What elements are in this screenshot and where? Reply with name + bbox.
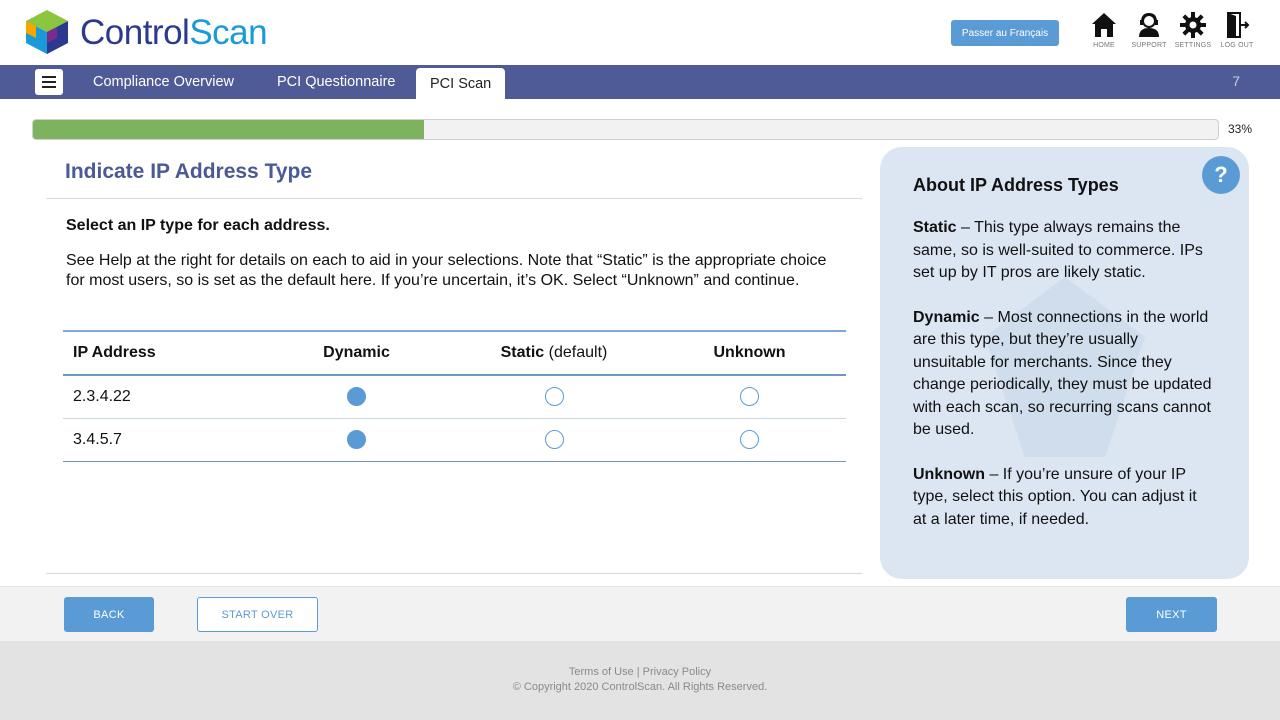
static-cell <box>455 418 653 461</box>
logout-icon <box>1224 12 1250 38</box>
static-radio[interactable] <box>545 430 564 449</box>
settings-nav[interactable] <box>1173 12 1213 49</box>
col-dynamic: Dynamic <box>258 331 455 375</box>
footer-links <box>0 666 1280 678</box>
home-label: HOME <box>1093 42 1115 49</box>
dynamic-cell <box>258 418 455 461</box>
unknown-cell <box>653 418 846 461</box>
col-static <box>455 331 653 375</box>
title-divider <box>46 198 862 199</box>
page-title: Indicate IP Address Type <box>65 160 313 183</box>
home-nav[interactable] <box>1084 12 1124 49</box>
support-nav[interactable] <box>1129 12 1169 49</box>
hamburger-icon <box>42 76 56 88</box>
static-cell <box>455 375 653 418</box>
help-paragraph: See Help at the right for details on each to aid in your selections. Note that “Static” is the appropriate choice for most users, so is set as the default here. If you’re uncertain, it’s OK. Select “Unknown” and continue. <box>66 252 827 289</box>
back-button[interactable]: BACK <box>64 597 154 632</box>
col-unknown: Unknown <box>653 331 846 375</box>
hamburger-menu-button[interactable] <box>35 69 63 95</box>
start-over-button[interactable]: START OVER <box>197 597 318 632</box>
unknown-cell <box>653 375 846 418</box>
page-footer <box>0 641 1280 720</box>
col-ip-address: IP Address <box>63 331 258 375</box>
help-term-static: Static <box>913 219 957 236</box>
brand-logo[interactable] <box>26 10 267 54</box>
content-bottom-divider <box>46 573 862 574</box>
header <box>0 0 1280 65</box>
help-desc-dynamic: – Most connections in the world are this type, but they’re usually unsuitable for merchants. Since they change periodically, they must be updated with each scan, so recurring scans cannot be used. <box>913 308 1212 438</box>
ip-address-cell: 2.3.4.22 <box>63 375 258 418</box>
table-row <box>63 418 846 461</box>
progress-label: 33% <box>1228 122 1253 136</box>
unknown-radio[interactable] <box>740 387 759 406</box>
next-button[interactable]: NEXT <box>1126 597 1217 632</box>
logout-nav[interactable] <box>1217 12 1257 49</box>
col-static-label: Static <box>500 344 545 361</box>
static-radio[interactable] <box>545 387 564 406</box>
table-row <box>63 375 846 418</box>
nav-count: 7 <box>1232 73 1240 89</box>
tab-pci-questionnaire[interactable]: PCI Questionnaire <box>277 74 396 90</box>
help-desc-static: – This type always remains the same, so is well-suited to commerce. IPs set up by IT pros are likely static. <box>913 219 1203 281</box>
copyright-text: © Copyright 2020 ControlScan. All Rights Reserved. <box>512 681 768 693</box>
dynamic-cell <box>258 375 455 418</box>
help-panel <box>880 147 1249 579</box>
support-icon <box>1136 12 1162 38</box>
ip-type-table <box>63 330 846 462</box>
support-label: SUPPORT <box>1131 42 1167 49</box>
tab-pci-scan[interactable]: PCI Scan <box>416 68 505 99</box>
unknown-radio[interactable] <box>740 430 759 449</box>
action-bar <box>0 586 1280 641</box>
help-item-unknown <box>913 464 1213 532</box>
instruction-text: Select an IP type for each address. <box>66 217 330 234</box>
ip-address-cell: 3.4.5.7 <box>63 418 258 461</box>
help-item-static <box>913 217 1213 285</box>
help-body <box>913 217 1213 553</box>
terms-link[interactable]: Terms of Use <box>568 666 634 678</box>
progress-fill <box>33 120 424 139</box>
dynamic-radio[interactable] <box>347 430 366 449</box>
help-question-icon[interactable]: ? <box>1202 156 1240 194</box>
settings-icon <box>1180 12 1206 38</box>
language-button[interactable]: Passer au Français <box>951 20 1059 46</box>
tab-compliance-overview[interactable]: Compliance Overview <box>93 74 235 90</box>
help-desc-unknown: – If you’re unsure of your IP type, select this option. You can adjust it at a later time, if needed. <box>913 465 1197 528</box>
logout-label: LOG OUT <box>1220 42 1254 49</box>
help-term-dynamic: Dynamic <box>913 308 980 326</box>
col-static-note: (default) <box>548 344 608 361</box>
table-header-row <box>63 331 846 375</box>
home-icon <box>1091 12 1117 38</box>
brand-name: ControlScan <box>80 12 268 52</box>
help-title: About IP Address Types <box>913 175 1119 195</box>
help-item-dynamic <box>913 307 1213 442</box>
main-nav <box>0 65 1280 99</box>
logo-cube-icon <box>26 10 68 54</box>
privacy-link[interactable]: Privacy Policy <box>642 666 712 678</box>
progress-bar <box>32 119 1219 140</box>
help-term-unknown: Unknown <box>913 465 985 483</box>
settings-label: SETTINGS <box>1174 42 1212 49</box>
footer-separator: | <box>636 666 640 678</box>
dynamic-radio[interactable] <box>347 387 366 406</box>
